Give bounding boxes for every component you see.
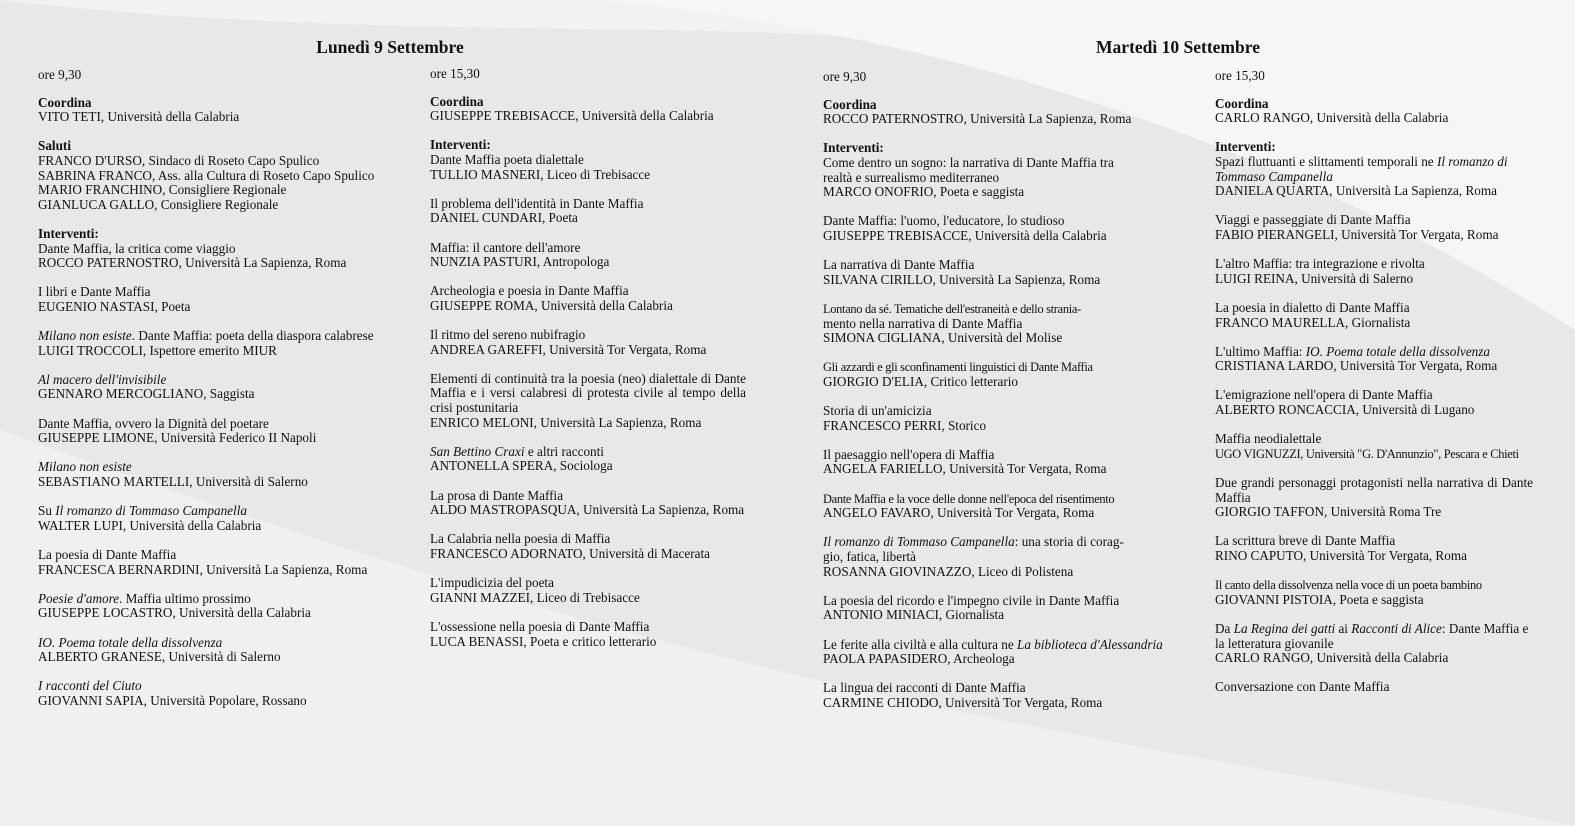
program-item bbox=[823, 98, 1141, 127]
title-italic: Milano non esiste bbox=[38, 459, 132, 475]
item-line: FRANCO MAURELLA, Giornalista bbox=[1215, 314, 1411, 330]
program-item bbox=[38, 417, 378, 446]
item-line: la letteratura giovanile bbox=[1215, 635, 1334, 651]
item-line: ANDREA GAREFFI, Università Tor Vergata, Roma bbox=[430, 341, 707, 357]
session-time: ore 9,30 bbox=[38, 67, 82, 82]
program-item bbox=[1215, 345, 1533, 374]
item-heading: Interventi: bbox=[38, 225, 99, 241]
item-line: Dante Maffia poeta dialettale bbox=[430, 151, 584, 167]
item-line: Archeologia e poesia in Dante Maffia bbox=[430, 283, 629, 299]
item-heading: Interventi: bbox=[430, 137, 491, 153]
item-heading: Coordina bbox=[430, 93, 484, 109]
program-item bbox=[430, 532, 746, 561]
item-line: TULLIO MASNERI, Liceo di Trebisacce bbox=[430, 166, 651, 182]
day-title-tuesday: Martedì 10 Settembre bbox=[1096, 37, 1260, 57]
item-line: Maffia neodialettale bbox=[1215, 431, 1322, 447]
item-line: La scrittura breve di Dante Maffia bbox=[1215, 533, 1396, 549]
item-line: Il canto della dissolvenza nella voce di un poeta bambino bbox=[1215, 578, 1482, 593]
program-item bbox=[430, 489, 746, 518]
title-text: Spazi fluttuanti e slittamenti temporali ne bbox=[1215, 153, 1437, 169]
item-line: PAOLA PAPASIDERO, Archeologa bbox=[823, 651, 1015, 667]
item-line: L'impudicizia del poeta bbox=[430, 575, 554, 591]
item-line: Il problema dell'identità in Dante Maffia bbox=[430, 195, 644, 211]
talk-title: Elementi di continuità tra la poesia (neo) dialettale di Dante Maffia e i versi calabresi di protesta civile al tempo della crisi postunitaria bbox=[430, 370, 746, 416]
item-line: LUCA BENASSI, Poeta e critico letterario bbox=[430, 633, 657, 649]
program-item bbox=[430, 284, 746, 313]
item-line: SABRINA FRANCO, Ass. alla Cultura di Roseto Capo Spulico bbox=[38, 167, 375, 183]
item-line: La prosa di Dante Maffia bbox=[430, 487, 564, 503]
item-line: FABIO PIERANGELI, Università Tor Vergata, Roma bbox=[1215, 226, 1499, 242]
program-item bbox=[1215, 578, 1533, 607]
item-line: Dante Maffia: l'uomo, l'educatore, lo studioso bbox=[823, 213, 1065, 229]
program-item bbox=[1215, 622, 1533, 666]
title-italic: Il romanzo di Tommaso Campanella bbox=[823, 534, 1015, 550]
item-line: GIOVANNI SAPIA, Università Popolare, Rossano bbox=[38, 692, 307, 708]
program-item bbox=[1215, 432, 1533, 461]
session-tuesday-morning bbox=[823, 69, 1163, 725]
item-line: ANGELO FAVARO, Università Tor Vergata, Roma bbox=[823, 505, 1095, 521]
program-item bbox=[823, 302, 1141, 346]
item-line: La Calabria nella poesia di Maffia bbox=[430, 531, 611, 547]
talk-title bbox=[38, 460, 378, 475]
item-line: Storia di un'amicizia bbox=[823, 403, 932, 419]
program-item bbox=[1215, 97, 1533, 126]
session-time: ore 15,30 bbox=[430, 66, 480, 81]
item-line: La lingua dei racconti di Dante Maffia bbox=[823, 680, 1026, 696]
item-heading: Coordina bbox=[38, 94, 92, 110]
program-item bbox=[38, 636, 378, 665]
item-line: DANIEL CUNDARI, Poeta bbox=[430, 210, 578, 226]
program-item bbox=[38, 548, 378, 577]
item-line: GIANLUCA GALLO, Consigliere Regionale bbox=[38, 196, 279, 212]
program-item bbox=[823, 492, 1141, 521]
title-text: e altri racconti bbox=[524, 443, 604, 459]
program-item bbox=[823, 681, 1141, 710]
item-line: GIUSEPPE ROMA, Università della Calabria bbox=[430, 297, 673, 313]
title-text: Le ferite alla civiltà e alla cultura ne bbox=[823, 636, 1018, 652]
item-line: Il ritmo del sereno nubifragio bbox=[430, 327, 586, 343]
program-item bbox=[430, 328, 746, 357]
program-item bbox=[38, 373, 378, 402]
session-monday-morning bbox=[38, 68, 378, 723]
item-line: ANTONIO MINIACI, Giornalista bbox=[823, 607, 1005, 623]
item-line: Dante Maffia, la critica come viaggio bbox=[38, 240, 236, 256]
item-line: EUGENIO NASTASI, Poeta bbox=[38, 298, 191, 314]
program-item bbox=[38, 460, 378, 489]
talk-title bbox=[38, 504, 378, 519]
item-line: Il paesaggio nell'opera di Maffia bbox=[823, 446, 995, 462]
program-item bbox=[38, 285, 378, 314]
item-line: GIUSEPPE TREBISACCE, Università della Calabria bbox=[823, 227, 1107, 243]
title-italic: Al macero dell'invisibile bbox=[38, 371, 167, 387]
item-line: ALBERTO RONCACCIA, Università di Lugano bbox=[1215, 402, 1475, 418]
program-item bbox=[1215, 388, 1533, 417]
program-item bbox=[1215, 680, 1533, 695]
item-line: Lontano da sé. Tematiche dell'estraneità e dello strania- bbox=[823, 301, 1081, 316]
program-item bbox=[1215, 213, 1533, 242]
title-italic-line: Tommaso Campanella bbox=[1215, 168, 1333, 184]
talk-title bbox=[823, 535, 1141, 550]
item-line: MARIO FRANCHINO, Consigliere Regionale bbox=[38, 182, 287, 198]
program-item bbox=[823, 535, 1141, 579]
item-heading: Coordina bbox=[823, 96, 877, 112]
item-line: Gli azzardi e gli sconfinamenti linguistici di Dante Maffia bbox=[823, 360, 1093, 375]
program-item bbox=[430, 197, 746, 226]
talk-title bbox=[823, 636, 1163, 653]
title-italic: IO. Poema totale della dissolvenza bbox=[1305, 343, 1491, 359]
item-line: ANGELA FARIELLO, Università Tor Vergata, Roma bbox=[823, 461, 1107, 477]
title-text: L'ultimo Maffia: bbox=[1215, 343, 1306, 359]
program-item bbox=[38, 504, 378, 533]
program-item bbox=[430, 372, 746, 430]
talk-title bbox=[38, 636, 378, 651]
item-line: CARLO RANGO, Università della Calabria bbox=[1215, 650, 1449, 666]
item-line: VITO TETI, Università della Calabria bbox=[38, 109, 240, 125]
title-text: Da bbox=[1215, 620, 1234, 636]
talk-title bbox=[430, 445, 746, 460]
session-tuesday-afternoon bbox=[1215, 69, 1533, 710]
day-title-monday: Lunedì 9 Settembre bbox=[316, 37, 464, 57]
program-item bbox=[1215, 476, 1533, 520]
title-text: . Maffia ultimo prossimo bbox=[119, 590, 251, 606]
item-line: GIORGIO D'ELIA, Critico letterario bbox=[823, 373, 1019, 389]
program-item bbox=[38, 592, 378, 621]
title-text: : una storia di corag- bbox=[1014, 534, 1124, 550]
item-line: L'ossessione nella poesia di Dante Maffia bbox=[430, 618, 650, 634]
talk-title: Due grandi personaggi protagonisti nella narrativa di Dante Maffia bbox=[1215, 475, 1533, 505]
item-line: LUIGI REINA, Università di Salerno bbox=[1215, 270, 1414, 286]
item-line: La poesia del ricordo e l'impegno civile in Dante Maffia bbox=[823, 592, 1120, 608]
item-line: SILVANA CIRILLO, Università La Sapienza, Roma bbox=[823, 271, 1101, 287]
program-item bbox=[430, 95, 746, 124]
item-line: CARLO RANGO, Università della Calabria bbox=[1215, 110, 1449, 126]
title-italic: Racconti di Alice bbox=[1351, 620, 1442, 636]
program-item bbox=[823, 594, 1141, 623]
item-line: FRANCESCO ADORNATO, Università di Macerata bbox=[430, 546, 710, 561]
item-line: FRANCO D'URSO, Sindaco di Roseto Capo Spulico bbox=[38, 152, 320, 168]
item-line: CARMINE CHIODO, Università Tor Vergata, Roma bbox=[823, 694, 1103, 710]
program-item bbox=[823, 258, 1141, 287]
program-item bbox=[38, 139, 378, 212]
item-line: GENNARO MERCOGLIANO, Saggista bbox=[38, 386, 255, 402]
title-italic: I racconti del Ciuto bbox=[38, 678, 142, 694]
item-line: DANIELA QUARTA, Università La Sapienza, Roma bbox=[1215, 183, 1497, 199]
program-item bbox=[823, 636, 1163, 667]
item-line: GIORGIO TAFFON, Università Roma Tre bbox=[1215, 504, 1442, 520]
program-item bbox=[430, 138, 746, 182]
session-time: ore 9,30 bbox=[823, 69, 867, 84]
item-line: ROCCO PATERNOSTRO, Università La Sapienza, Roma bbox=[823, 111, 1132, 127]
item-line: Dante Maffia e la voce delle donne nell'epoca del risentimento bbox=[823, 491, 1115, 506]
title-italic: La biblioteca d'Alessandria bbox=[1017, 636, 1163, 652]
item-line: MARCO ONOFRIO, Poeta e saggista bbox=[823, 184, 1025, 200]
talk-title bbox=[38, 679, 378, 694]
talk-title bbox=[38, 592, 378, 607]
item-heading: Interventi: bbox=[1215, 139, 1276, 155]
item-heading: Interventi: bbox=[823, 140, 884, 156]
item-line: Conversazione con Dante Maffia bbox=[1215, 679, 1390, 695]
item-line: ENRICO MELONI, Università La Sapienza, Roma bbox=[430, 414, 702, 430]
program-item bbox=[823, 141, 1141, 199]
title-italic: Il romanzo di Tommaso Campanella bbox=[55, 503, 247, 519]
item-line: mento nella narrativa di Dante Maffia bbox=[823, 315, 1023, 331]
item-line: FRANCESCO PERRI, Storico bbox=[823, 417, 987, 433]
item-line: Dante Maffia, ovvero la Dignità del poetare bbox=[38, 415, 269, 431]
item-line: Come dentro un sogno: la narrativa di Dante Maffia tra bbox=[823, 154, 1114, 170]
item-line: NUNZIA PASTURI, Antropologa bbox=[430, 254, 610, 270]
item-line: realtà e surrealismo mediterraneo bbox=[823, 169, 1000, 185]
title-text: : Dante Maffia e bbox=[1441, 620, 1529, 636]
title-italic: Milano non esiste bbox=[38, 328, 132, 344]
title-italic: San Bettino Craxi bbox=[430, 443, 525, 459]
item-line: UGO VIGNUZZI, Università "G. D'Annunzio", Pescara e Chieti bbox=[1215, 446, 1519, 461]
item-line: GIANNI MAZZEI, Liceo di Trebisacce bbox=[430, 589, 640, 605]
item-line: GIUSEPPE LOCASTRO, Università della Calabria bbox=[38, 605, 311, 621]
item-line: I libri e Dante Maffia bbox=[38, 284, 151, 300]
item-line: ROCCO PATERNOSTRO, Università La Sapienza, Roma bbox=[38, 255, 347, 271]
title-text: ai bbox=[1335, 620, 1352, 636]
item-line: GIOVANNI PISTOIA, Poeta e saggista bbox=[1215, 591, 1424, 607]
item-line: ALBERTO GRANESE, Università di Salerno bbox=[38, 649, 281, 665]
item-line: La narrativa di Dante Maffia bbox=[823, 257, 975, 273]
item-line: SEBASTIANO MARTELLI, Università di Salerno bbox=[38, 474, 308, 490]
program-item bbox=[823, 404, 1141, 433]
program-item bbox=[38, 96, 378, 125]
item-line: ROSANNA GIOVINAZZO, Liceo di Polistena bbox=[823, 563, 1074, 579]
talk-title bbox=[1215, 345, 1533, 360]
session-monday-afternoon bbox=[430, 67, 746, 664]
program-item bbox=[1215, 257, 1533, 286]
program-item bbox=[823, 448, 1141, 477]
talk-title bbox=[38, 373, 378, 388]
item-line: Viaggi e passeggiate di Dante Maffia bbox=[1215, 212, 1411, 228]
item-line: Maffia: il cantore dell'amore bbox=[430, 239, 581, 255]
title-italic: Il romanzo di bbox=[1436, 153, 1508, 169]
item-line: L'altro Maffia: tra integrazione e rivolta bbox=[1215, 256, 1425, 272]
title-text: Su bbox=[38, 503, 56, 519]
item-line: ALDO MASTROPASQUA, Università La Sapienza, Roma bbox=[430, 502, 745, 518]
item-line: FRANCESCA BERNARDINI, Università La Sapienza, Roma bbox=[38, 561, 368, 577]
title-italic: IO. Poema totale della dissolvenza bbox=[38, 634, 223, 650]
item-line: gio, fatica, libertà bbox=[823, 549, 917, 564]
item-heading: Coordina bbox=[1215, 95, 1269, 111]
talk-title bbox=[1215, 622, 1533, 637]
title-text: . Dante Maffia: poeta della diaspora calabrese bbox=[131, 328, 374, 344]
item-line: L'emigrazione nell'opera di Dante Maffia bbox=[1215, 387, 1433, 403]
program-item bbox=[430, 241, 746, 270]
program-item bbox=[823, 360, 1141, 389]
program-item bbox=[430, 620, 746, 649]
item-line: RINO CAPUTO, Università Tor Vergata, Roma bbox=[1215, 548, 1467, 563]
item-line: GIUSEPPE TREBISACCE, Università della Calabria bbox=[430, 108, 714, 124]
item-line: LUIGI TROCCOLI, Ispettore emerito MIUR bbox=[38, 342, 277, 358]
program-item bbox=[38, 227, 378, 271]
title-italic: La Regina dei gatti bbox=[1233, 620, 1336, 636]
session-time: ore 15,30 bbox=[1215, 68, 1265, 83]
program-item bbox=[38, 329, 378, 358]
item-line: CRISTIANA LARDO, Università Tor Vergata, Roma bbox=[1215, 358, 1498, 374]
title-italic: Poesie d'amore bbox=[38, 590, 120, 606]
item-line: La poesia in dialetto di Dante Maffia bbox=[1215, 299, 1410, 315]
item-line: GIUSEPPE LIMONE, Università Federico II Napoli bbox=[38, 430, 317, 446]
program-item bbox=[1215, 301, 1533, 330]
item-line: WALTER LUPI, Università della Calabria bbox=[38, 517, 262, 533]
item-line: SIMONA CIGLIANA, Università del Molise bbox=[823, 330, 1063, 346]
program-item bbox=[1215, 140, 1533, 198]
program-item bbox=[823, 214, 1141, 243]
item-line: ANTONELLA SPERA, Sociologa bbox=[430, 458, 613, 474]
program-item bbox=[1215, 534, 1533, 563]
item-line: La poesia di Dante Maffia bbox=[38, 547, 177, 562]
item-heading: Saluti bbox=[38, 138, 71, 154]
talk-title bbox=[38, 329, 378, 344]
program-item bbox=[430, 445, 746, 474]
talk-title bbox=[1215, 155, 1533, 170]
program-item bbox=[38, 679, 378, 708]
program-item bbox=[430, 576, 746, 605]
